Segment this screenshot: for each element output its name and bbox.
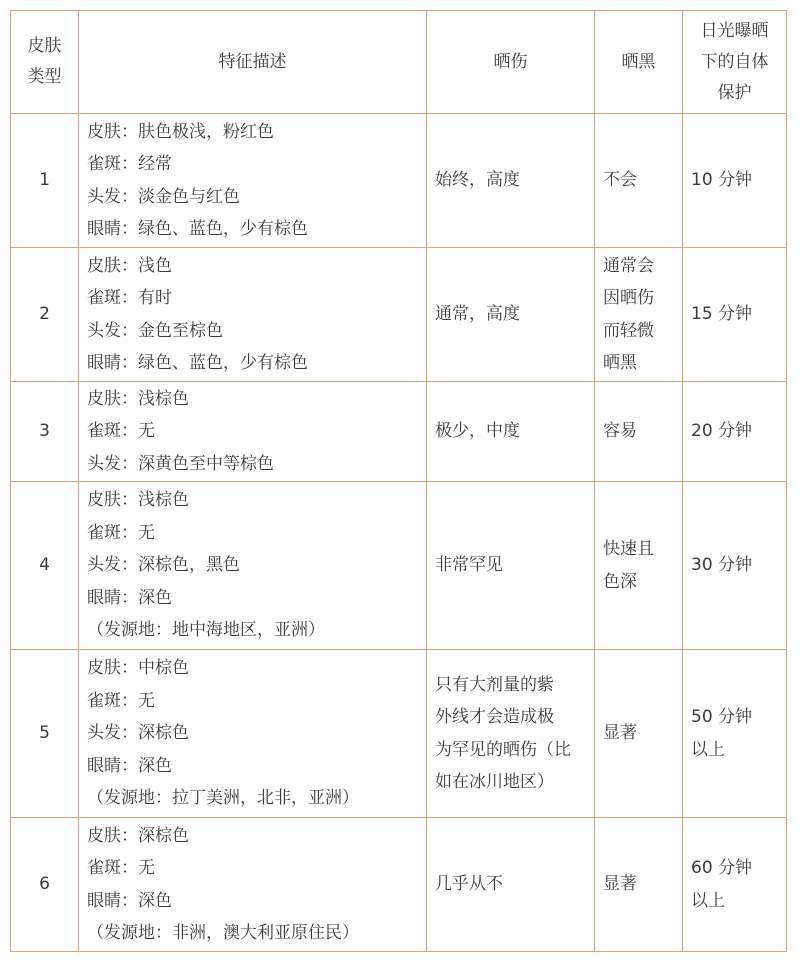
- header-skin-type-line: 类型: [27, 67, 62, 87]
- tanning-cell-line: 不会: [603, 170, 637, 191]
- description-cell: [79, 248, 427, 382]
- sunburn-cell-line: 外线才会造成极: [435, 707, 554, 727]
- description-cell-line: 雀斑：有时: [87, 288, 172, 308]
- tanning-cell-line: 显著: [603, 874, 637, 895]
- description-cell-line: 头发：深棕色，黑色: [87, 555, 240, 576]
- description-cell-line: 雀斑：无: [87, 421, 155, 442]
- skin-type-table: [10, 10, 787, 952]
- description-cell-line: 眼睛：绿色、蓝色，少有棕色: [87, 353, 308, 373]
- table-row: [11, 382, 787, 482]
- table-row: [11, 114, 787, 248]
- description-cell-line: 眼睛：深色: [87, 890, 172, 911]
- skin-type-cell: 3: [11, 382, 79, 482]
- description-cell-line: 雀斑：无: [87, 522, 155, 543]
- sunburn-cell: [427, 482, 595, 650]
- table-row: [11, 248, 787, 382]
- skin-type-cell: 6: [11, 818, 79, 952]
- header-self-protection-line: 保护: [717, 82, 752, 103]
- self-protection-cell-line: 60 分钟: [691, 858, 753, 878]
- description-cell-line: 雀斑：无: [87, 690, 155, 711]
- description-cell-line: 皮肤：浅棕色: [87, 388, 189, 409]
- table-body: [11, 114, 787, 952]
- header-self-protection-line: 日光曝晒: [700, 20, 769, 41]
- self-protection-cell-line: 50 分钟: [691, 707, 753, 727]
- header-tanning: 晒黑: [595, 11, 683, 114]
- header-self-protection-line: 下的自体: [700, 51, 769, 72]
- tanning-cell-line: 而轻微: [603, 320, 654, 341]
- tanning-cell: [595, 482, 683, 650]
- self-protection-cell: [683, 248, 787, 382]
- description-cell-line: 眼睛：深色: [87, 755, 172, 776]
- table-row: [11, 482, 787, 650]
- description-cell: [79, 818, 427, 952]
- self-protection-cell-line: 以上: [691, 739, 725, 760]
- tanning-cell: [595, 114, 683, 248]
- table-row: [11, 818, 787, 952]
- tanning-cell: [595, 248, 683, 382]
- skin-type-cell: 1: [11, 114, 79, 248]
- sunburn-cell-line: 极少，中度: [435, 421, 520, 442]
- table-row: [11, 650, 787, 818]
- description-cell-line: 头发：淡金色与红色: [87, 186, 240, 207]
- description-cell-line: 雀斑：无: [87, 858, 155, 878]
- sunburn-cell: [427, 382, 595, 482]
- tanning-cell-line: 晒黑: [603, 353, 637, 373]
- description-cell-line: 头发：金色至棕色: [87, 320, 223, 341]
- description-cell-line: 眼睛：深色: [87, 587, 172, 608]
- description-cell-line: 雀斑：经常: [87, 154, 172, 174]
- tanning-cell: [595, 382, 683, 482]
- self-protection-cell: [683, 382, 787, 482]
- skin-type-cell: 5: [11, 650, 79, 818]
- header-skin-type-line: 皮肤: [27, 36, 62, 56]
- description-cell: [79, 650, 427, 818]
- tanning-cell-line: 显著: [603, 723, 637, 744]
- description-cell-line: 皮肤：中棕色: [87, 658, 189, 679]
- description-cell-line: （发源地：地中海地区，亚洲）: [87, 620, 325, 641]
- self-protection-cell: [683, 650, 787, 818]
- self-protection-cell-line: 20 分钟: [691, 421, 753, 442]
- header-self-protection: [683, 11, 787, 114]
- sunburn-cell-line: 为罕见的晒伤（比: [435, 739, 571, 760]
- description-cell-line: （发源地：非洲，澳大利亚原住民）: [87, 923, 359, 943]
- tanning-cell-line: 容易: [603, 421, 637, 442]
- description-cell-line: 皮肤：浅色: [87, 255, 172, 276]
- sunburn-cell: [427, 818, 595, 952]
- description-cell: [79, 382, 427, 482]
- description-cell-line: 皮肤：深棕色: [87, 825, 189, 846]
- description-cell-line: 皮肤：肤色极浅，粉红色: [87, 121, 274, 142]
- description-cell-line: 皮肤：浅棕色: [87, 490, 189, 511]
- sunburn-cell-line: 只有大剂量的紫: [435, 674, 554, 695]
- sunburn-cell: [427, 248, 595, 382]
- tanning-cell-line: 因晒伤: [603, 288, 654, 308]
- self-protection-cell-line: 10 分钟: [691, 170, 753, 191]
- self-protection-cell-line: 以上: [691, 890, 725, 911]
- tanning-cell: [595, 650, 683, 818]
- tanning-cell-line: 通常会: [603, 255, 654, 276]
- description-cell: [79, 114, 427, 248]
- self-protection-cell: [683, 818, 787, 952]
- description-cell: [79, 482, 427, 650]
- sunburn-cell: [427, 650, 595, 818]
- sunburn-cell-line: 非常罕见: [435, 555, 503, 576]
- self-protection-cell: [683, 482, 787, 650]
- sunburn-cell-line: 如在冰川地区）: [435, 772, 554, 792]
- description-cell-line: 头发：深黄色至中等棕色: [87, 453, 274, 474]
- description-cell-line: 头发：深棕色: [87, 723, 189, 744]
- header-description: 特征描述: [79, 11, 427, 114]
- header-row: [11, 11, 787, 114]
- tanning-cell-line: 快速且: [603, 539, 654, 559]
- header-sunburn: 晒伤: [427, 11, 595, 114]
- header-skin-type: [11, 11, 79, 114]
- description-cell-line: 眼睛：绿色、蓝色，少有棕色: [87, 219, 308, 239]
- skin-type-cell: 2: [11, 248, 79, 382]
- sunburn-cell-line: 通常，高度: [435, 304, 520, 325]
- tanning-cell-line: 色深: [603, 571, 637, 592]
- skin-type-cell: 4: [11, 482, 79, 650]
- sunburn-cell: [427, 114, 595, 248]
- description-cell-line: （发源地：拉丁美洲，北非，亚洲）: [87, 788, 359, 809]
- sunburn-cell-line: 几乎从不: [435, 874, 503, 895]
- self-protection-cell-line: 15 分钟: [691, 304, 753, 325]
- sunburn-cell-line: 始终，高度: [435, 170, 520, 191]
- self-protection-cell: [683, 114, 787, 248]
- tanning-cell: [595, 818, 683, 952]
- self-protection-cell-line: 30 分钟: [691, 555, 753, 576]
